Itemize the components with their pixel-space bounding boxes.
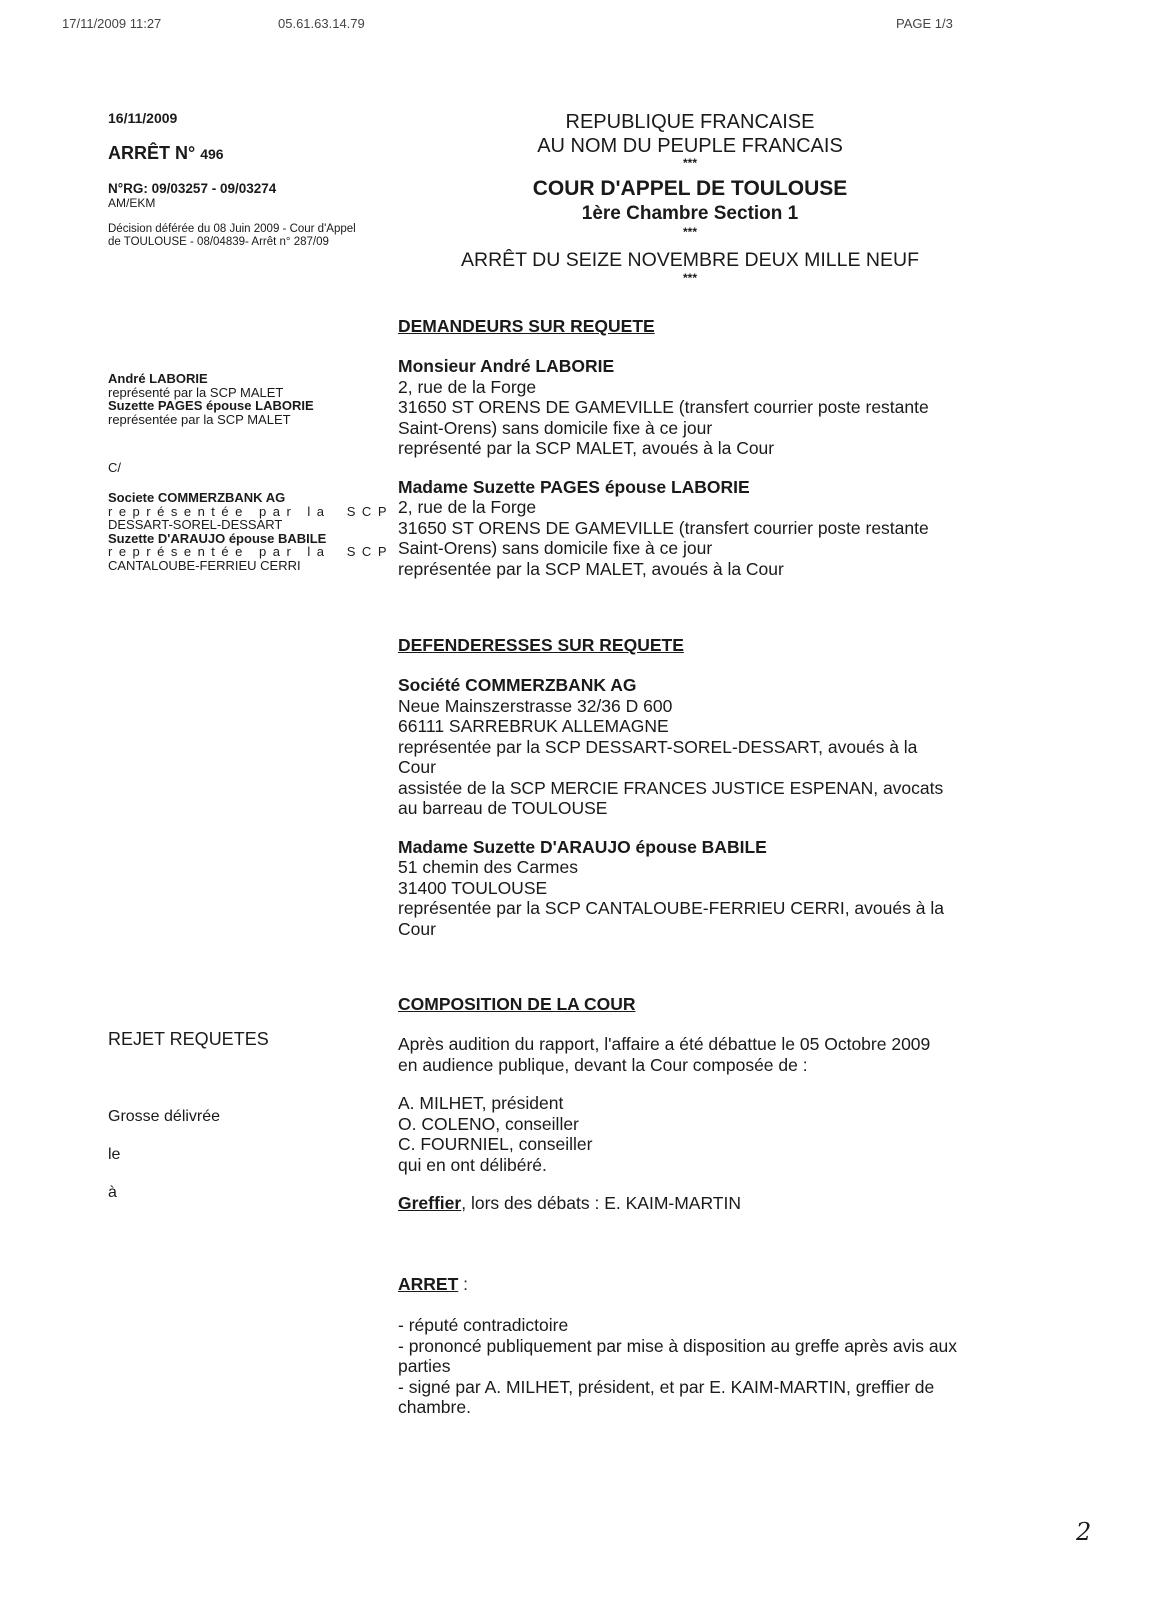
demandeur2-line: représentée par la SCP MALET, avoués à la Cour <box>398 558 784 579</box>
member: C. FOURNIEL, conseiller <box>398 1134 593 1154</box>
member: O. COLENO, conseiller <box>398 1113 579 1134</box>
left-party1-rep: représenté par la SCP MALET <box>108 384 284 400</box>
defenderesse2-line: Cour <box>398 918 436 939</box>
arret-section-title <box>398 1274 468 1295</box>
arret-label: ARRÊT N° <box>108 143 196 163</box>
header-peuple: AU NOM DU PEUPLE FRANCAIS <box>537 135 843 157</box>
left-def1-rep-line <box>108 505 393 519</box>
page-mark: 2 <box>1076 1518 1092 1546</box>
initials: AM/EKM <box>108 196 156 210</box>
demandeur2-name: Madame Suzette PAGES épouse LABORIE <box>398 476 750 497</box>
demandeur1-line: 2, rue de la Forge <box>398 376 537 397</box>
greffier-text: , lors des débats : E. KAIM-MARTIN <box>461 1193 741 1213</box>
header-stars-2: *** <box>682 225 697 239</box>
composition-intro-2: en audience publique, devant la Cour composée de : <box>398 1054 808 1075</box>
greffier-label: Greffier <box>398 1193 462 1213</box>
rejet-requetes: REJET REQUETES <box>108 1029 269 1049</box>
left-parties <box>108 372 398 426</box>
demandeurs-title: DEMANDEURS SUR REQUETE <box>398 316 655 336</box>
arret-line: chambre. <box>398 1397 471 1417</box>
decision-line-1: Décision déférée du 08 Juin 2009 - Cour d'Appel <box>108 223 356 235</box>
header-stars-3: *** <box>682 271 697 285</box>
fax-page: PAGE 1/3 <box>896 16 953 31</box>
defenderesses-block <box>398 675 1018 939</box>
demandeur1-line: représenté par la SCP MALET, avoués à la Cour <box>398 438 775 458</box>
left-def1-rep-b: SCP <box>346 503 393 519</box>
left-party2-name: Suzette PAGES épouse LABORIE <box>108 398 314 413</box>
defenderesse1-line: 66111 SARREBRUK ALLEMAGNE <box>398 716 669 736</box>
arret-line: parties <box>398 1356 451 1376</box>
left-def1-name: Societe COMMERZBANK AG <box>108 490 286 505</box>
chamber-name: 1ère Chambre Section 1 <box>581 203 799 224</box>
defenderesse2-line: représentée par la SCP CANTALOUBE-FERRIEU CERRI, avoués à la <box>398 898 944 918</box>
defenderesse2-line: 31400 TOULOUSE <box>398 877 548 898</box>
demandeur2-line: 31650 ST ORENS DE GAMEVILLE (transfert courrier poste restante <box>398 517 929 538</box>
header-stars-1: *** <box>682 156 697 170</box>
fax-phone: 05.61.63.14.79 <box>278 16 365 31</box>
arret-number: 496 <box>200 146 224 162</box>
decision-date: 16/11/2009 <box>108 110 178 126</box>
grosse-le: le <box>108 1146 121 1163</box>
demandeur1-name: Monsieur André LABORIE <box>398 356 615 376</box>
left-def2-rep-b: SCP <box>346 544 393 559</box>
rg-number: N°RG: 09/03257 - 09/03274 <box>108 181 277 196</box>
left-def2-rep-line <box>108 545 393 559</box>
defenderesse1-line: représentée par la SCP DESSART-SOREL-DESSART, avoués à la <box>398 736 918 757</box>
composition-title: COMPOSITION DE LA COUR <box>398 994 636 1014</box>
demandeur2-line: 2, rue de la Forge <box>398 497 537 517</box>
defenderesses-title: DEFENDERESSES SUR REQUETE <box>398 635 684 655</box>
left-def2-rep-a: représentée par la <box>108 544 331 559</box>
arret-label-text: ARRET <box>398 1274 459 1294</box>
demandeur1-line: Saint-Orens) sans domicile fixe à ce jour <box>398 417 713 438</box>
arret-block <box>398 1315 1018 1418</box>
composition-intro-1: Après audition du rapport, l'affaire a été débattue le 05 Octobre 2009 <box>398 1034 931 1054</box>
defenderesse1-line: Cour <box>398 757 436 777</box>
arret-line: - réputé contradictoire <box>398 1315 569 1335</box>
left-party2-rep: représentée par la SCP MALET <box>108 411 291 427</box>
greffier-line <box>398 1193 1018 1214</box>
fax-datetime: 17/11/2009 11:27 <box>62 16 162 31</box>
left-def2-rep-c: CANTALOUBE-FERRIEU CERRI <box>108 557 301 573</box>
composition-block <box>398 1034 1018 1214</box>
defenderesse1-line: assistée de la SCP MERCIE FRANCES JUSTICE ESPENAN, avocats <box>398 777 944 798</box>
contre-label: C/ <box>108 460 121 475</box>
arret-title: ARRÊT DU SEIZE NOVEMBRE DEUX MILLE NEUF <box>461 249 919 271</box>
left-def2-name: Suzette D'ARAUJO épouse BABILE <box>108 530 327 546</box>
arret-line: - signé par A. MILHET, président, et par E. KAIM-MARTIN, greffier de <box>398 1376 935 1397</box>
demandeur1-line: 31650 ST ORENS DE GAMEVILLE (transfert courrier poste restante <box>398 397 929 417</box>
decision-line-2: de TOULOUSE - 08/04839- Arrêt n° 287/09 <box>108 236 329 248</box>
defenderesse2-name: Madame Suzette D'ARAUJO épouse BABILE <box>398 836 767 857</box>
arret-line: - prononcé publiquement par mise à disposition au greffe après avis aux <box>398 1335 958 1356</box>
grosse-delivree: Grosse délivrée <box>108 1108 221 1125</box>
member: A. MILHET, président <box>398 1093 564 1113</box>
defenderesse2-line: 51 chemin des Carmes <box>398 857 578 877</box>
defenderesse1-line: Neue Mainszerstrasse 32/36 D 600 <box>398 695 673 716</box>
arret-number-line <box>108 143 224 164</box>
defenderesse1-name: Société COMMERZBANK AG <box>398 675 637 695</box>
left-def1-rep-a: représentée par la <box>108 503 331 519</box>
left-party1-name: André LABORIE <box>108 371 208 386</box>
left-def1-rep-c: DESSART-SOREL-DESSART <box>108 517 283 532</box>
demandeur2-line: Saint-Orens) sans domicile fixe à ce jour <box>398 538 713 558</box>
court-name: COUR D'APPEL DE TOULOUSE <box>532 177 848 200</box>
member: qui en ont délibéré. <box>398 1154 547 1175</box>
demandeurs-block <box>398 356 1018 579</box>
defenderesse1-line: au barreau de TOULOUSE <box>398 798 608 818</box>
arret-colon: : <box>458 1274 469 1294</box>
left-defendants <box>108 491 393 572</box>
header-republique: REPUBLIQUE FRANCAISE <box>565 111 815 133</box>
grosse-a: à <box>108 1184 117 1201</box>
